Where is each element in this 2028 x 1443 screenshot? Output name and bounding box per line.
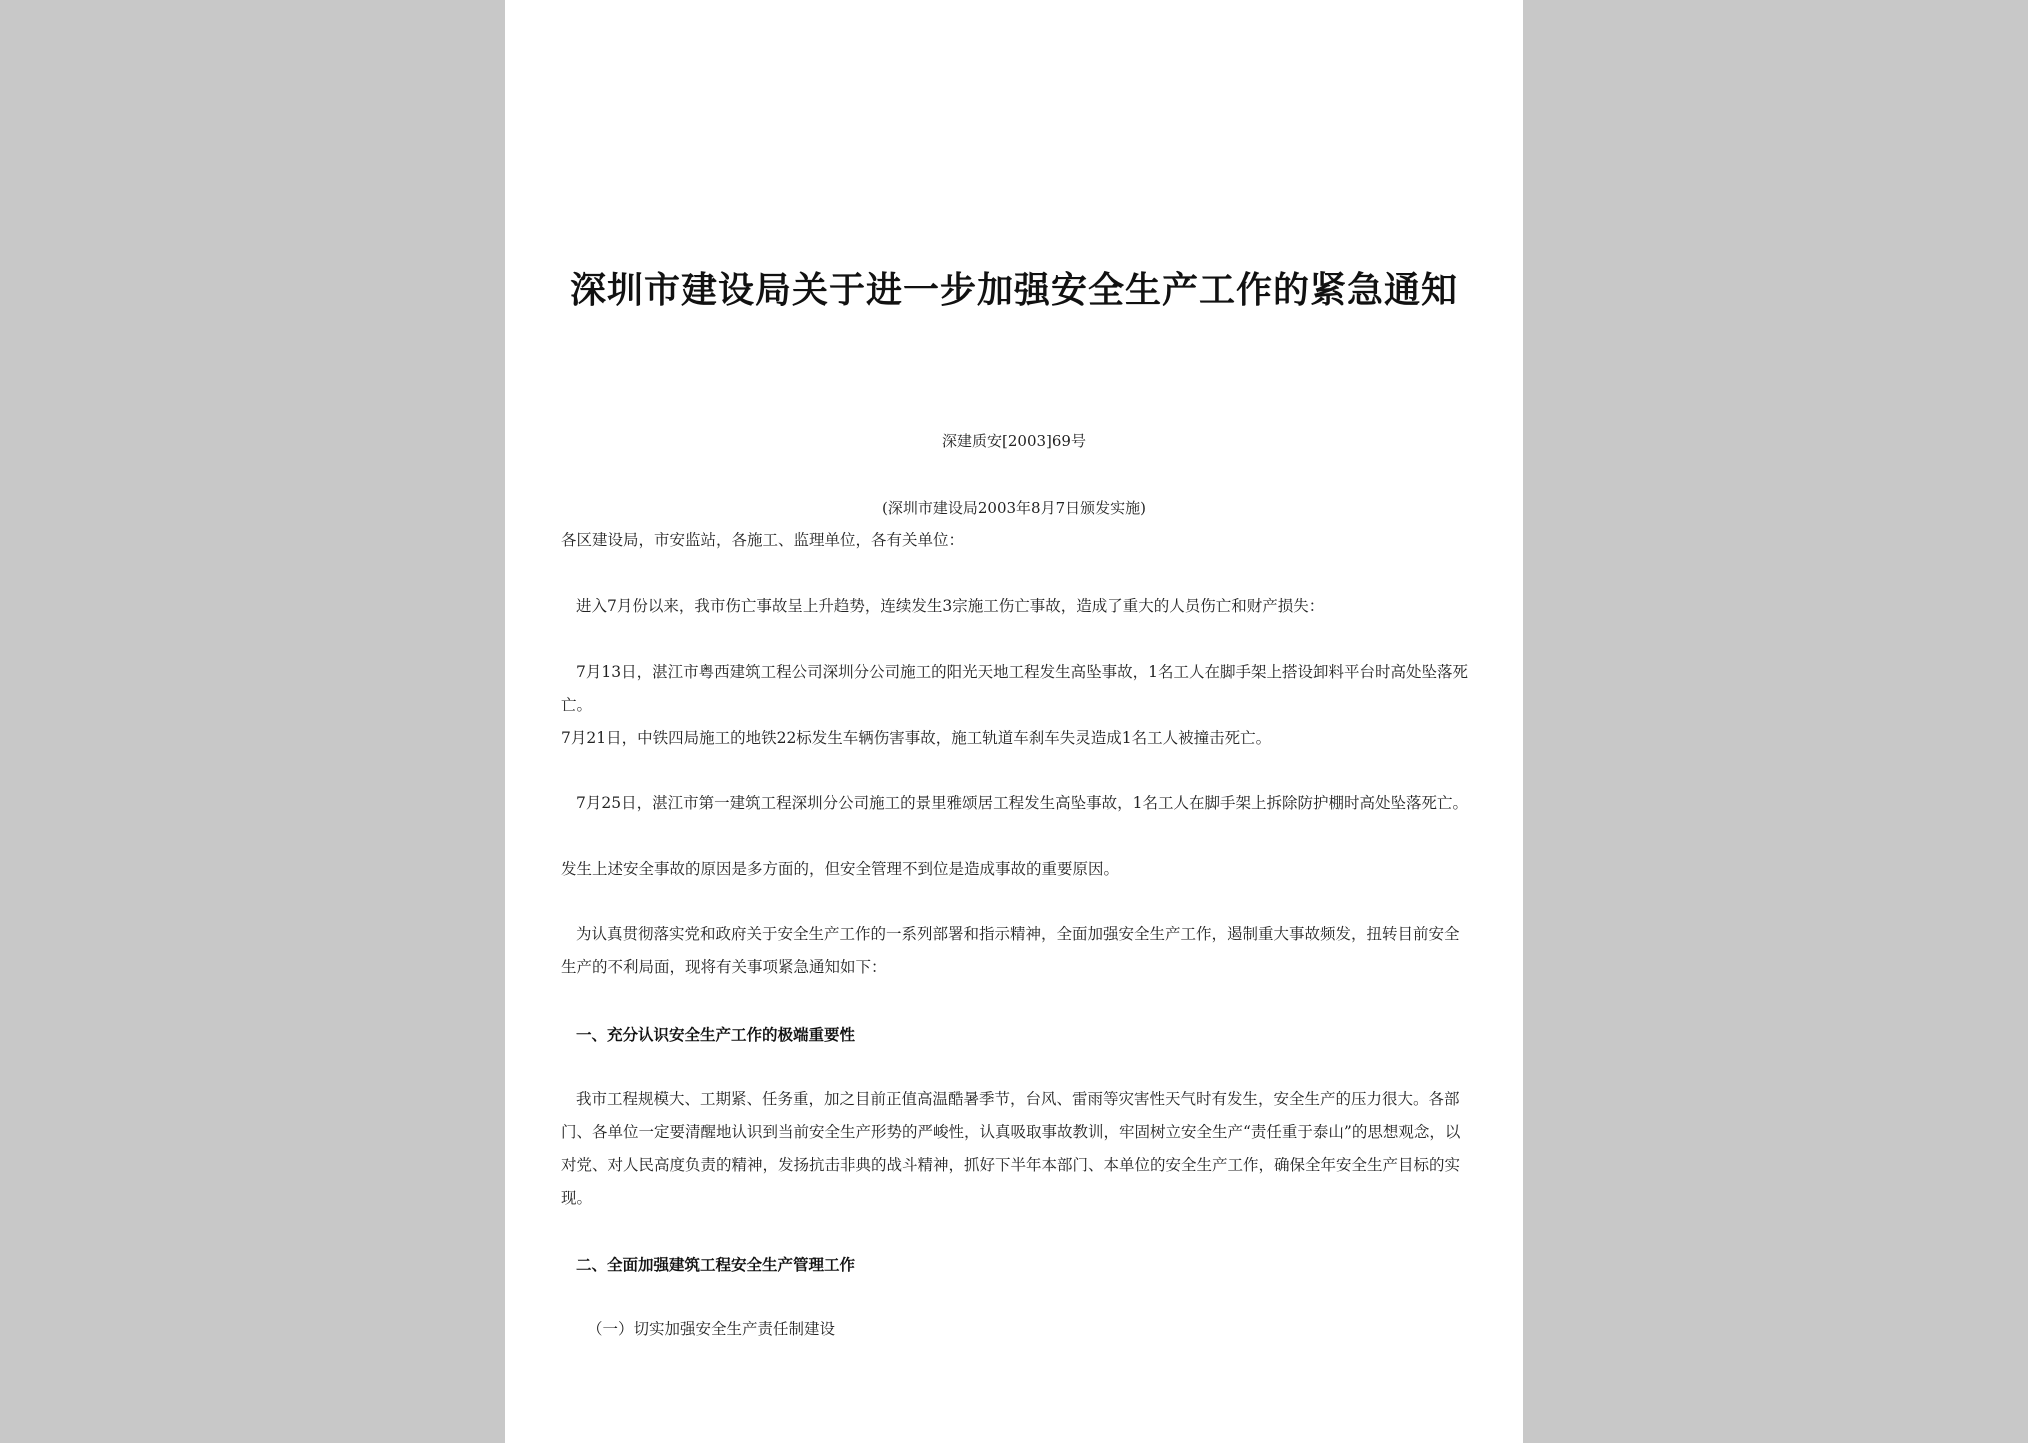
subsection-heading-1: （一）切实加强安全生产责任制建设 bbox=[587, 1320, 836, 1338]
section-heading-1: 一、充分认识安全生产工作的极端重要性 bbox=[576, 1025, 856, 1044]
paragraph-cause: 发生上述安全事故的原因是多方面的，但安全管理不到位是造成事故的重要原因。 bbox=[561, 860, 1120, 878]
issue-note: (深圳市建设局2003年8月7日颁发实施) bbox=[882, 499, 1146, 517]
paragraph-accident-2: 7月21日，中铁四局施工的地铁22标发生车辆伤害事故，施工轨道车刹车失灵造成1名工人被撞击死亡。 bbox=[561, 729, 1272, 747]
document-title: 深圳市建设局关于进一步加强安全生产工作的紧急通知 bbox=[569, 269, 1458, 311]
addressee-line: 各区建设局，市安监站，各施工、监理单位，各有关单位： bbox=[561, 531, 965, 549]
paragraph-accident-1: 7月13日，湛江市粤西建筑工程公司深圳分公司施工的阳光天地工程发生高坠事故，1名工人在脚手架上搭设卸料平台时高处坠落死亡。 bbox=[561, 663, 1468, 714]
paragraph-purpose: 为认真贯彻落实党和政府关于安全生产工作的一系列部署和指示精神，全面加强安全生产工作，遏制重大事故频发，扭转目前安全生产的不利局面，现将有关事项紧急通知如下： bbox=[561, 925, 1460, 976]
paragraph-accident-3: 7月25日，湛江市第一建筑工程深圳分公司施工的景里雅颂居工程发生高坠事故，1名工人在脚手架上拆除防护棚时高处坠落死亡。 bbox=[576, 794, 1468, 812]
document-number: 深建质安[2003]69号 bbox=[942, 432, 1086, 450]
document-page bbox=[505, 0, 1523, 1443]
paragraph-intro: 进入7月份以来，我市伤亡事故呈上升趋势，连续发生3宗施工伤亡事故，造成了重大的人员伤亡和财产损失： bbox=[576, 597, 1325, 615]
paragraph-section-1: 我市工程规模大、工期紧、任务重，加之目前正值高温酷暑季节，台风、雷雨等灾害性天气时有发生，安全生产的压力很大。各部门、各单位一定要清醒地认识到当前安全生产形势的严峻性，认真吸取事故教训，牢固树立安全生产“责任重于泰山”的思想观念，以对党、对人民高度负责的精神，发扬抗击非典的战斗精神，抓好下半年本部门、本单位的安全生产工作，确保全年安全生产目标的实现。 bbox=[561, 1090, 1461, 1207]
section-heading-2: 二、全面加强建筑工程安全生产管理工作 bbox=[576, 1255, 856, 1274]
